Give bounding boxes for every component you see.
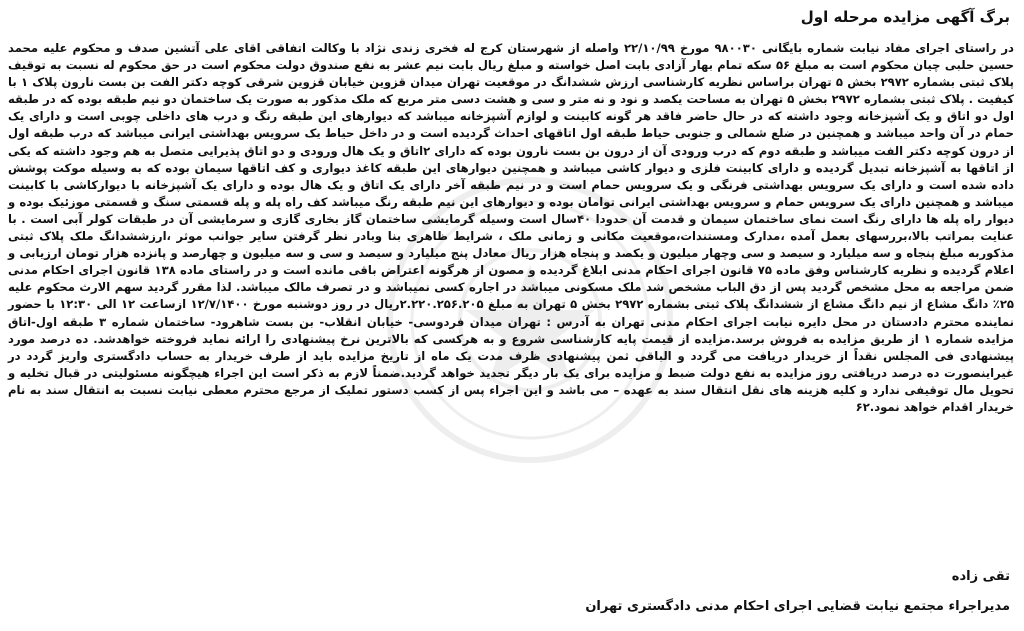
issuer-title: مدیراجراء مجتمع نیابت قضایی اجرای احکام مدنی دادگستری تهران [585, 599, 1010, 614]
notice-title: برگ آگهی مزایده مرحله اول [800, 8, 1010, 26]
notice-body: در راستای اجرای مفاد نیابت شماره بایگانی ۹۸۰۰۳۰ مورخ ۲۲/۱۰/۹۹ واصله از شهرستان کرج له فخری زندی نژاد با وکالت اتفاقی اقای علی آتشین صدف و محکوم علیه محمد حسین حلبی چیان محکوم است به مبلغ ۵۶ سکه تمام بهار آزادی بابت اصل خواسته و مبلغ ریال بابت نیم عشر به نفع صندوق دولت محکوم است در حق محکوم له نسبت به توقیف پلاک ثبتی بشماره ۲۹۷۲ بخش ۵ تهران براساس نظریه کارشناسی ارزش ششدانگ در موقعیت تهران میدان قزوین خیابان قزوین شرقی کوچه دکتر الفت بن بست نارون پلاک ۱ با کیفیت . پلاک ثبتی بشماره ۲۹۷۲ بخش ۵ تهران به مساحت یکصد و نود و نه متر و سی و هشت دسی متر مربع که ملک مذکور به صورت یک ساختمان دو نیم طبقه بوده که در طبقه اول دو اتاق و یک آشپزخانه وجود داشته که در حال حاضر فاقد هر گونه کابینت و لوازم آشپزخانه میباشد که دیوارهای این طبقه رنگ و درب های داخلی چوبی است و دارای یک حمام در آن واحد میباشد و همچنین در ضلع شمالی و جنوبی حیاط طبقه اول اتاقهای احداث گردیده است و در داخل حیاط یک سرویس بهداشتی ایرانی میباشد که درب طبقه اول از درون کوچه دکتر الفت میباشد و طبقه دوم که درب ورودی آن از درون بن بست نارون بوده که دارای ۲اتاق و یک هال ورودی و دو اتاق پذیرایی متصل به هم وجود داشته که یکی از اتاقها به آشپزخانه تبدیل گردیده و دارای کابینت فلزی و دیوار کاشی میباشد و همچنین دیوارهای این طبقه کاغذ دیواری و کف اتاقها سیمان بوده که به وسیله موکت پوشش داده شده است و دارای یک سرویس بهداشتی فرنگی و یک سرویس حمام است و در نیم طبقه آخر دارای یک اتاق و یک هال بوده و دارای یک آشپزخانه با دیوارکاشی با کابینت میباشد و همچنین دارای یک سرویس حمام و سرویس بهداشتی ایرانی توامان بوده و دیوارهای این نیم طبقه رنگ میباشد کف راه پله و پله قسمتی سنگ و قسمتی موزئیک بوده و دیوار راه پله ها دارای رنگ است نمای ساختمان سیمان و قدمت آن حدودا ۴۰سال است وسیله گرمایشی ساختمان گاز بخاری گازی و سرمایشی آن در طبقات کولر آبی است . با عنایت بمراتب بالا،بررسهای بعمل آمده ،مدارک ومستندات،موقعیت مکانی و زمانی ملک ، شرایط ظاهری بنا وبادر نظر گرفتن سایر جوانب موثر ،ارزششدانگ ملک پلاک ثبتی مذکوربه مبلغ پنجاه و سه میلیارد و سیصد و سی وچهار میلیون و یکصد و پنجاه هزار ریال معادل پنج میلیارد و سیصد و سی و سه میلیون و چهارصد و پانزده هزار تومان ارزیابی و اعلام گردیده و نظریه کارشناس وفق ماده ۷۵ قانون اجرای احکام مدنی ابلاغ گردیده و مصون از هرگونه اعتراض باقی مانده است و در راستای ماده ۱۳۸ قانون اجرای احکام مدنی ضمن مراجعه به محل مشخص گردید پس از دق الباب مشخص شد ملک مسکونی میباشد در اجاره کسی نمیباشد و در تصرف مالک میباشد. لذا مقرر گردید سهم الارث محکوم علیه ۲۵٪ دانگ مشاع از نیم دانگ مشاع از ششدانگ پلاک ثبتی بشماره ۲۹۷۲ بخش ۵ تهران به مبلغ ۲.۲۲۰.۲۵۶.۲۰۵ریال در روز دوشنبه مورخ ۱۲/۷/۱۴۰۰ ازساعت ۱۲ الی ۱۲:۳۰ با حضور نماینده محترم دادستان در محل دایره نیابت اجرای احکام مدنی تهران به آدرس : تهران میدان فردوسی- خیابان انقلاب- بن بست شاهرود- ساختمان شماره ۳ طبقه اول-اتاق مزایده شماره ۱ از طریق مزایده به فروش برسد.مزایده از قیمت پایه کارشناسی شروع و به هرکسی که بالاترین نرخ پیشنهادی را ارائه نماید فروخته خواهدشد. ده درصد مورد پیشنهادی فی المجلس نقداً از خریدار دریافت می گردد و الباقی ثمن پیشنهادی ظرف مدت یک ماه از تاریخ مزایده باید از طرف خریدار به حساب دادگستری واریز گردد در غیراینصورت ده درصد دریافتی روز مزایده به نفع دولت ضبط و مزایده برای یک بار دیگر تجدید خواهد گردید.ضمناً لازم به ذکر است این اجراء هیچگونه مسئولیتی در قبال تخلیه و تحویل مال توقیفی ندارد و کلیه هزینه های نقل انتقال سند به عهده – می باشد و این اجراء پس از کسب دستور تملیک از مرجع محترم معطی نیابت نسبت به انتقال سند به نام خریدار اقدام خواهد نمود.۶۲ [8, 41, 1015, 414]
signer-name: تقی زاده [951, 569, 1010, 584]
